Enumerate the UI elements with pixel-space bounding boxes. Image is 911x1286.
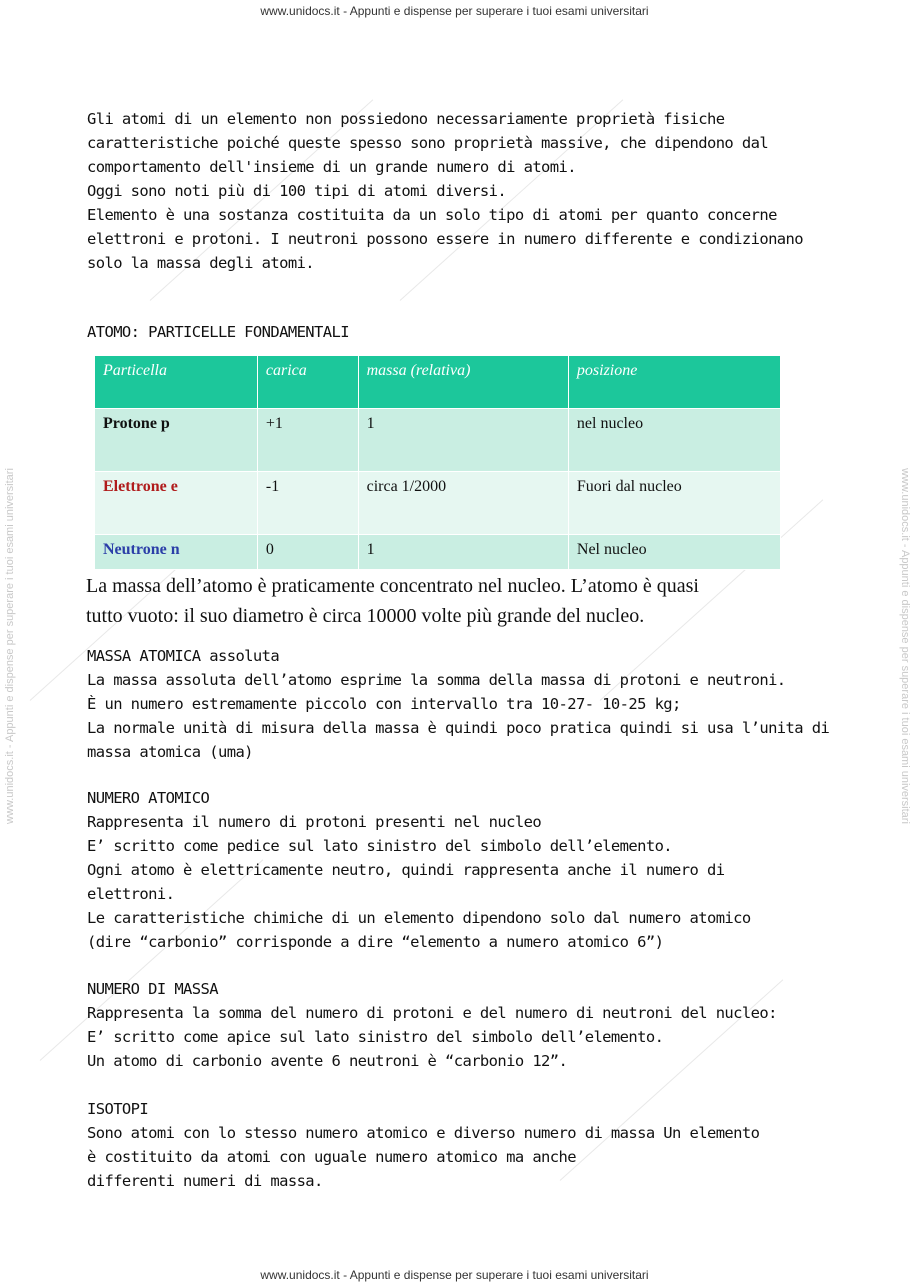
section-title: NUMERO ATOMICO (87, 789, 210, 807)
text-line: Rappresenta il numero di protoni presenti nel nucleo (87, 813, 542, 831)
text-line: Oggi sono noti più di 100 tipi di atomi diversi. (87, 182, 507, 200)
text-line: Sono atomi con lo stesso numero atomico e diverso numero di massa Un elemento (87, 1124, 760, 1142)
table-row (95, 472, 781, 535)
intro-paragraph (87, 107, 827, 275)
section-title: MASSA ATOMICA assoluta (87, 647, 280, 665)
text-line: La massa dell’atomo è praticamente concentrato nel nucleo. L’atomo è quasi (86, 575, 699, 597)
table-cell: 1 (358, 535, 568, 570)
side-watermark-left: www.unidocs.it - Appunti e dispense per superare i tuoi esami universitari (4, 468, 16, 824)
text-line: Gli atomi di un elemento non possiedono necessariamente proprietà fisiche (87, 110, 725, 128)
text-line: (dire “carbonio” corrisponde a dire “elemento a numero atomico 6”) (87, 933, 664, 951)
section-title: NUMERO DI MASSA (87, 980, 218, 998)
text-line: Rappresenta la somma del numero di protoni e del numero di neutroni del nucleo: (87, 1004, 777, 1022)
text-line: è costituito da atomi con uguale numero atomico ma anche (87, 1148, 576, 1166)
section-numero-atomico (87, 786, 827, 954)
text-line: massa atomica (uma) (87, 743, 253, 761)
text-line: E’ scritto come apice sul lato sinistro del simbolo dell’elemento. (87, 1028, 664, 1046)
table-cell: Protone p (95, 409, 258, 472)
table-header-cell: posizione (568, 356, 780, 409)
table-row (95, 535, 781, 570)
table-header-cell: massa (relativa) (358, 356, 568, 409)
table-title: ATOMO: PARTICELLE FONDAMENTALI (87, 323, 349, 341)
table-cell: 1 (358, 409, 568, 472)
section-numero-di-massa (87, 977, 827, 1073)
text-line: È un numero estremamente piccolo con intervallo tra 10-27- 10-25 kg; (87, 695, 681, 713)
table-cell: -1 (257, 472, 358, 535)
mass-note (86, 571, 786, 631)
table-row (95, 409, 781, 472)
text-line: Le caratteristiche chimiche di un elemento dipendono solo dal numero atomico (87, 909, 751, 927)
table-cell: nel nucleo (568, 409, 780, 472)
table-cell: Elettrone e (95, 472, 258, 535)
table-cell: 0 (257, 535, 358, 570)
section-title: ISOTOPI (87, 1100, 149, 1118)
text-line: elettroni e protoni. I neutroni possono essere in numero differente e condizionano (87, 230, 804, 248)
table-cell: +1 (257, 409, 358, 472)
text-line: differenti numeri di massa. (87, 1172, 323, 1190)
table-cell: Fuori dal nucleo (568, 472, 780, 535)
section-isotopi (87, 1097, 827, 1193)
table-cell: circa 1/2000 (358, 472, 568, 535)
text-line: comportamento dell'insieme di un grande numero di atomi. (87, 158, 576, 176)
table-header-cell: Particella (95, 356, 258, 409)
table-header-row (95, 356, 781, 409)
table-cell: Neutrone n (95, 535, 258, 570)
particles-table (94, 355, 781, 570)
text-line: E’ scritto come pedice sul lato sinistro del simbolo dell’elemento. (87, 837, 673, 855)
table-cell: Nel nucleo (568, 535, 780, 570)
text-line: La normale unità di misura della massa è quindi poco pratica quindi si usa l’unita di (87, 719, 830, 737)
text-line: Elemento è una sostanza costituita da un solo tipo di atomi per quanto concerne (87, 206, 777, 224)
text-line: Ogni atomo è elettricamente neutro, quindi rappresenta anche il numero di (87, 861, 725, 879)
text-line: elettroni. (87, 885, 175, 903)
table-header-cell: carica (257, 356, 358, 409)
side-watermark-right: www.unidocs.it - Appunti e dispense per superare i tuoi esami universitari (899, 468, 911, 824)
text-line: La massa assoluta dell’atomo esprime la somma della massa di protoni e neutroni. (87, 671, 786, 689)
text-line: solo la massa degli atomi. (87, 254, 315, 272)
bottom-banner: www.unidocs.it - Appunti e dispense per superare i tuoi esami universitari (260, 1268, 649, 1282)
section-massa-atomica (87, 644, 830, 764)
text-line: caratteristiche poiché queste spesso sono proprietà massive, che dipendono dal (87, 134, 769, 152)
top-banner: www.unidocs.it - Appunti e dispense per superare i tuoi esami universitari (260, 4, 649, 18)
text-line: tutto vuoto: il suo diametro è circa 10000 volte più grande del nucleo. (86, 605, 645, 627)
text-line: Un atomo di carbonio avente 6 neutroni è “carbonio 12”. (87, 1052, 568, 1070)
